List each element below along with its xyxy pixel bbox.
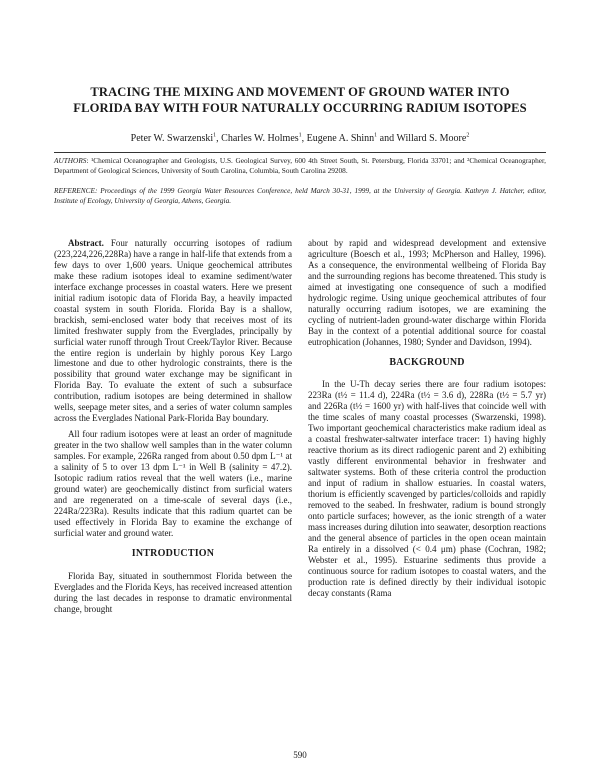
left-column [54, 238, 292, 620]
author-affiliation: 1 [374, 132, 378, 139]
author-affiliation: 2 [466, 132, 470, 139]
abstract-paragraph-1: Abstract. Four naturally occurring isotopes of radium (223,224,226,228Ra) have a range in half-life that extends from a few days to over 1,600 years. Unique geochemical attributes make these radium isotopes ideal to examine sediment/water interface exchange processes in coastal waters. Here we present initial radium isotopic data of Florida Bay, a heavily impacted coastal system in south Florida. Florida Bay is a shallow, brackish, semi-enclosed water body that receives most of its limited freshwater supply from the Everglades, principally by surficial water runoff through Trout Creek/Taylor River. Because the entire region is underlain by highly porous Key Largo limestone and due to other hydrologic constraints, there is the possibility that ground water exchange may be significant in Florida Bay. To evaluate the extent of such a subsurface contribution, radium isotopes are being determined in shallow wells, seepage meter sites, and a series of water column samples across the Everglades National Park-Florida Bay boundary. [54, 238, 292, 424]
abstract-paragraph-2: All four radium isotopes were at least an order of magnitude greater in the two shallow well samples than in the water column samples. For example, 226Ra ranged from about 0.50 dpm L⁻¹ at a salinity of 5 to over 13 dpm L⁻¹ in Well B (salinity = 47.2). Isotopic radium ratios reveal that the well waters (i.e., marine ground water) are geochemically distinct from surficial waters and are regenerated on a time-scale of several days (i.e., 224Ra/223Ra). Results indicate that this radium quartet can be used effectively in Florida Bay to examine the exchange of surficial water and ground water. [54, 429, 292, 538]
introduction-continuation: about by rapid and widespread development and extensive agriculture (Boesch et al., 1993; McPherson and Halley, 1996). As a consequence, the environmental wellbeing of Florida Bay and the surrounding regions has become threatened. This study is aimed at investigating one consequence of such a modified hydrologic regime. Using unique geochemical attributes of four naturally occurring radium isotopes, we are examining the cycling of nutrient-laden ground-water discharge within Florida Bay in the context of a potential additional source for coastal eutrophication (Johannes, 1980; Synder and Davidson, 1994). [308, 238, 546, 347]
reference-footnote [54, 186, 546, 205]
author-affiliation: 1 [298, 132, 302, 139]
paper-title [40, 84, 560, 116]
introduction-paragraph: Florida Bay, situated in southernmost Florida between the Everglades and the Florida Keys, has received increased attention during the last decades in response to dramatic environmental change, brought [54, 570, 292, 614]
page-number: 590 [293, 750, 307, 760]
right-column [308, 238, 546, 604]
background-heading: BACKGROUND [389, 356, 465, 368]
authors-footnote-label: AUTHORS [54, 156, 87, 165]
authors-footnote-text: : ¹Chemical Oceanographer and Geologists, U.S. Geological Survey, 600 4th Street South, St. Petersburg, Florida 33701; and ²Chemical Oceanographer, Department of Geological Sciences, University of South Carolina, Columbia, South Carolina 29208. [54, 156, 546, 175]
author-name: Willard S. Moore [396, 133, 467, 144]
reference-footnote-text: : Proceedings of the 1999 Georgia Water Resources Conference, held March 30-31, 1999, at the University of Georgia. Kathryn J. Hatcher, editor, Institute of Ecology, University of Georgia, Athens, Georgia. [54, 186, 546, 205]
author-list: Peter W. Swarzenski$^1$, Charles W. Holmes$^1$, Eugene A. Shinn$^1$ and Willard S. Moore$^2$ [130, 132, 470, 144]
author-name: Eugene A. Shinn [306, 133, 375, 144]
title-line-2: FLORIDA BAY WITH FOUR NATURALLY OCCURRING RADIUM ISOTOPES [73, 101, 527, 115]
background-paragraph: In the U-Th decay series there are four radium isotopes: 223Ra (t½ = 11.4 d), 224Ra (t½ = 3.6 d), 228Ra (t½ = 5.7 yr) and 226Ra (t½ = 1600 yr) with half-lives that coincide well with the time scales of many coastal processes (Swarzenski, 1998). Two important geochemical characteristics make radium ideal as a coastal freshwater-saltwater interface tracer: 1) having highly reactive thorium as its direct radiogenic parent and 2) exhibiting vastly different environmental behavior in freshwater and saltwater systems. Both of these criteria control the production and input of radium in shallow estuaries. In coastal waters, thorium is efficiently scavenged by particles/colloids and rapidly removed to the seabed. In freshwater, radium is bound strongly onto particle surfaces; however, as the ionic strength of a water mass increases during dilution into seawater, desorption reactions and the general absence of particles in the open ocean maintain Ra entirely in a dissolved (< 0.4 μm) phase (Cochran, 1982; Webster et al., 1995). Estuarine sediments thus provide a continuous source for radium isotopes to coastal waters, and the production rate is defined directly by their individual isotopic decay constants (Rama [308, 379, 546, 598]
author-affiliation: 1 [213, 132, 217, 139]
author-name: Charles W. Holmes [221, 133, 299, 144]
authors-footnote [54, 156, 546, 175]
author-name: Peter W. Swarzenski [130, 133, 214, 144]
title-line-1: TRACING THE MIXING AND MOVEMENT OF GROUND WATER INTO [90, 85, 510, 99]
header-rule [54, 152, 546, 153]
reference-footnote-label: REFERENCE [54, 186, 95, 195]
introduction-heading: INTRODUCTION [131, 547, 215, 559]
abstract-label: Abstract. [68, 238, 104, 248]
